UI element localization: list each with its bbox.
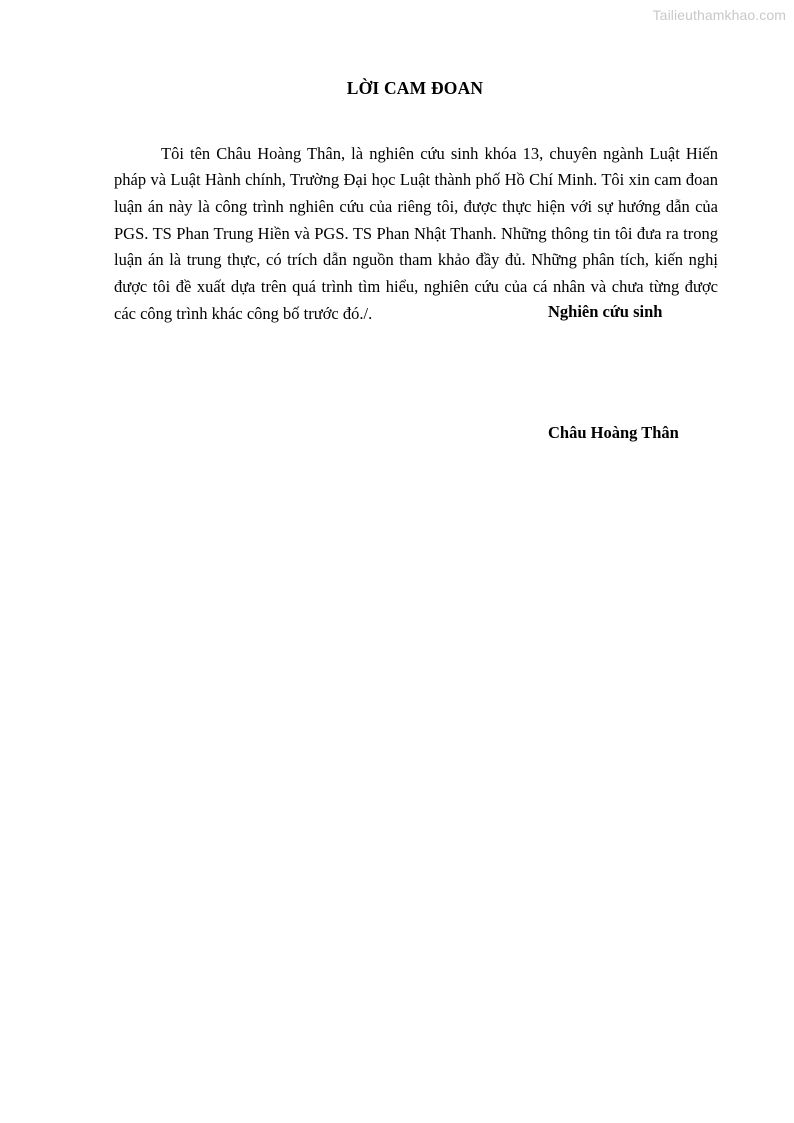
watermark: Tailieuthamkhao.com <box>652 7 786 23</box>
page-title: LỜI CAM ĐOAN <box>346 78 484 98</box>
signer-name: Châu Hoàng Thân <box>548 423 679 442</box>
declaration-paragraph: Tôi tên Châu Hoàng Thân, là nghiên cứu sinh khóa 13, chuyên ngành Luật Hiến pháp và Luật Hành chính, Trường Đại học Luật thành phố Hồ Chí Minh. Tôi xin cam đoan luận án này là công trình nghiên cứu của riêng tôi, được thực hiện với sự hướng dẫn của PGS. TS Phan Trung Hiền và PGS. TS Phan Nhật Thanh. Những thông tin tôi đưa ra trong luận án là trung thực, có trích dẫn nguồn tham khảo đầy đủ. Những phân tích, kiến nghị được tôi đề xuất dựa trên quá trình tìm hiểu, nghiên cứu của cá nhân và chưa từng được các công trình khác công bố trước đó./. <box>114 143 718 323</box>
signer-role: Nghiên cứu sinh <box>548 302 663 321</box>
